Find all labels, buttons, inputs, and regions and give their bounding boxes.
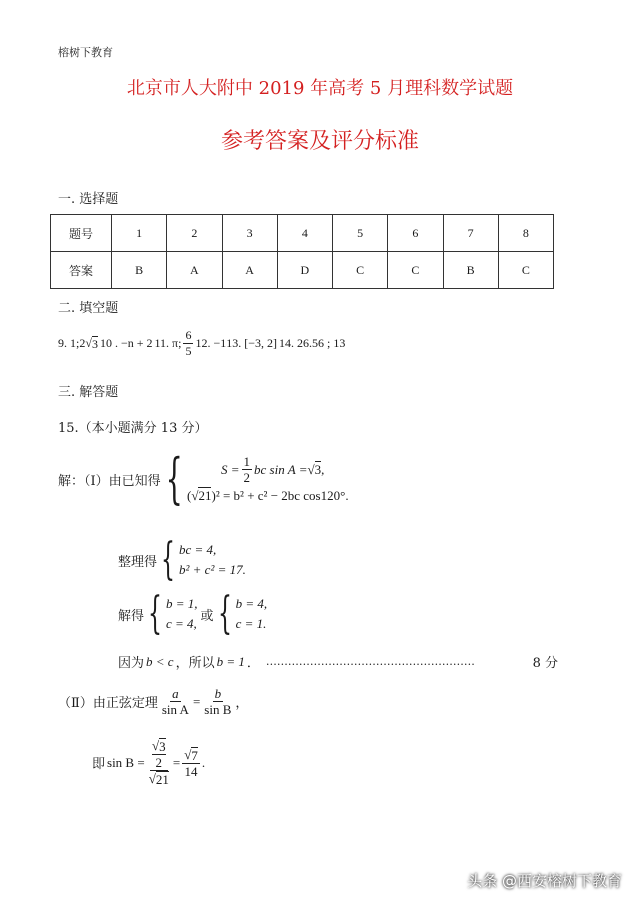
table-cell: 4 xyxy=(277,215,332,252)
or-label: 或 xyxy=(200,608,214,624)
fill-answer-12: 12. −1 xyxy=(195,336,227,350)
section-heading-fill: 二. 填空题 xyxy=(58,301,119,316)
table-cell: C xyxy=(388,252,443,289)
table-cell: A xyxy=(167,252,222,289)
table-cell: B xyxy=(112,252,167,289)
table-cell: 8 xyxy=(498,215,553,252)
table-row xyxy=(51,252,554,289)
row-label-answer: 答案 xyxy=(51,252,112,289)
section-heading-solution: 三. 解答题 xyxy=(58,385,119,400)
left-brace-icon: { xyxy=(148,588,163,639)
table-cell: C xyxy=(498,252,553,289)
score-label: 8 分 xyxy=(532,656,558,671)
fill-answer-11-fraction: $\frac{6}{5}$ xyxy=(185,328,192,358)
score-dots: ………………………………………………… xyxy=(265,655,475,668)
part1-system xyxy=(58,447,349,510)
simplify-eq-1: bc = 4, xyxy=(179,542,217,557)
answer-table xyxy=(50,214,554,289)
fill-answer-9: 9. 1;2 xyxy=(58,336,86,350)
left-brace-icon: { xyxy=(165,447,183,510)
simplify-eq-2: b² + c² = 17. xyxy=(179,562,246,577)
fill-answer-9-root: 3 xyxy=(91,336,98,351)
question-15-title: 15.（本小题满分 13 分） xyxy=(58,421,208,436)
simplify-label: 整理得 xyxy=(118,554,158,570)
table-cell: 2 xyxy=(167,215,222,252)
part2-intro: （Ⅱ）由正弦定理 xyxy=(58,696,158,711)
nested-fraction: √ 3 2 √ 21 xyxy=(148,738,169,787)
sin-b-result: 即 sin B = √ 3 2 √ 21 = √ 7 14 . xyxy=(92,738,206,787)
section-heading-choice: 一. 选择题 xyxy=(58,192,119,207)
part1-intro: 解：（Ⅰ）由已知得 xyxy=(58,473,161,489)
table-cell: 5 xyxy=(333,215,388,252)
fill-answer-10: 10 . −n + 2 xyxy=(99,336,153,350)
fill-answer-14: 14. 26.56 ; 13 xyxy=(278,336,346,350)
simplify-system xyxy=(118,534,246,585)
table-cell: 1 xyxy=(112,215,167,252)
table-cell: 3 xyxy=(222,215,277,252)
table-cell: B xyxy=(443,252,498,289)
page-subtitle: 参考答案及评分标准 xyxy=(220,129,419,154)
conclusion-line: 因为 b < c ，所以 b = 1 ． ………………………………………………… 8 分 xyxy=(118,653,558,671)
equation-area: S = $\frac{1}{2}$ bc sin A = √ 3 , xyxy=(221,454,325,485)
brand-label: 榕树下教育 xyxy=(58,46,113,59)
left-brace-icon: { xyxy=(161,534,176,585)
solve-label: 解得 xyxy=(118,608,145,624)
fill-answer-11: 11. π; xyxy=(154,336,182,350)
fill-answers-line: 9. 1;2 √ 3 10 . −n + 2 11. π; $\frac{6}{5}$ 12. −1 13. [−3, 2] 14. 26.56 ; 13 xyxy=(58,328,346,358)
row-label-number: 题号 xyxy=(51,215,112,252)
table-cell: C xyxy=(333,252,388,289)
left-brace-icon: { xyxy=(217,588,232,639)
table-cell: 7 xyxy=(443,215,498,252)
table-cell: A xyxy=(222,252,277,289)
table-row xyxy=(51,215,554,252)
table-cell: D xyxy=(277,252,332,289)
part2-law-of-sines: （Ⅱ）由正弦定理 $\frac{a}{\text{sin A}}$ = $\frac{b}{\text{sin B}}$ ， xyxy=(58,686,249,717)
solve-system: 解得 { b = 1, c = 4, 或 { b = 4, c = 1. xyxy=(118,588,268,639)
fill-answer-13: 13. [−3, 2] xyxy=(226,336,277,350)
equation-law-of-cosines: ( √ 21 )² = b² + c² − 2bc cos120°. xyxy=(187,487,349,503)
page-title: 北京市人大附中 2019 年高考 5 月理科数学试题 xyxy=(126,78,514,99)
table-cell: 6 xyxy=(388,215,443,252)
watermark: 头条 @西安榕树下教育 xyxy=(467,872,622,890)
